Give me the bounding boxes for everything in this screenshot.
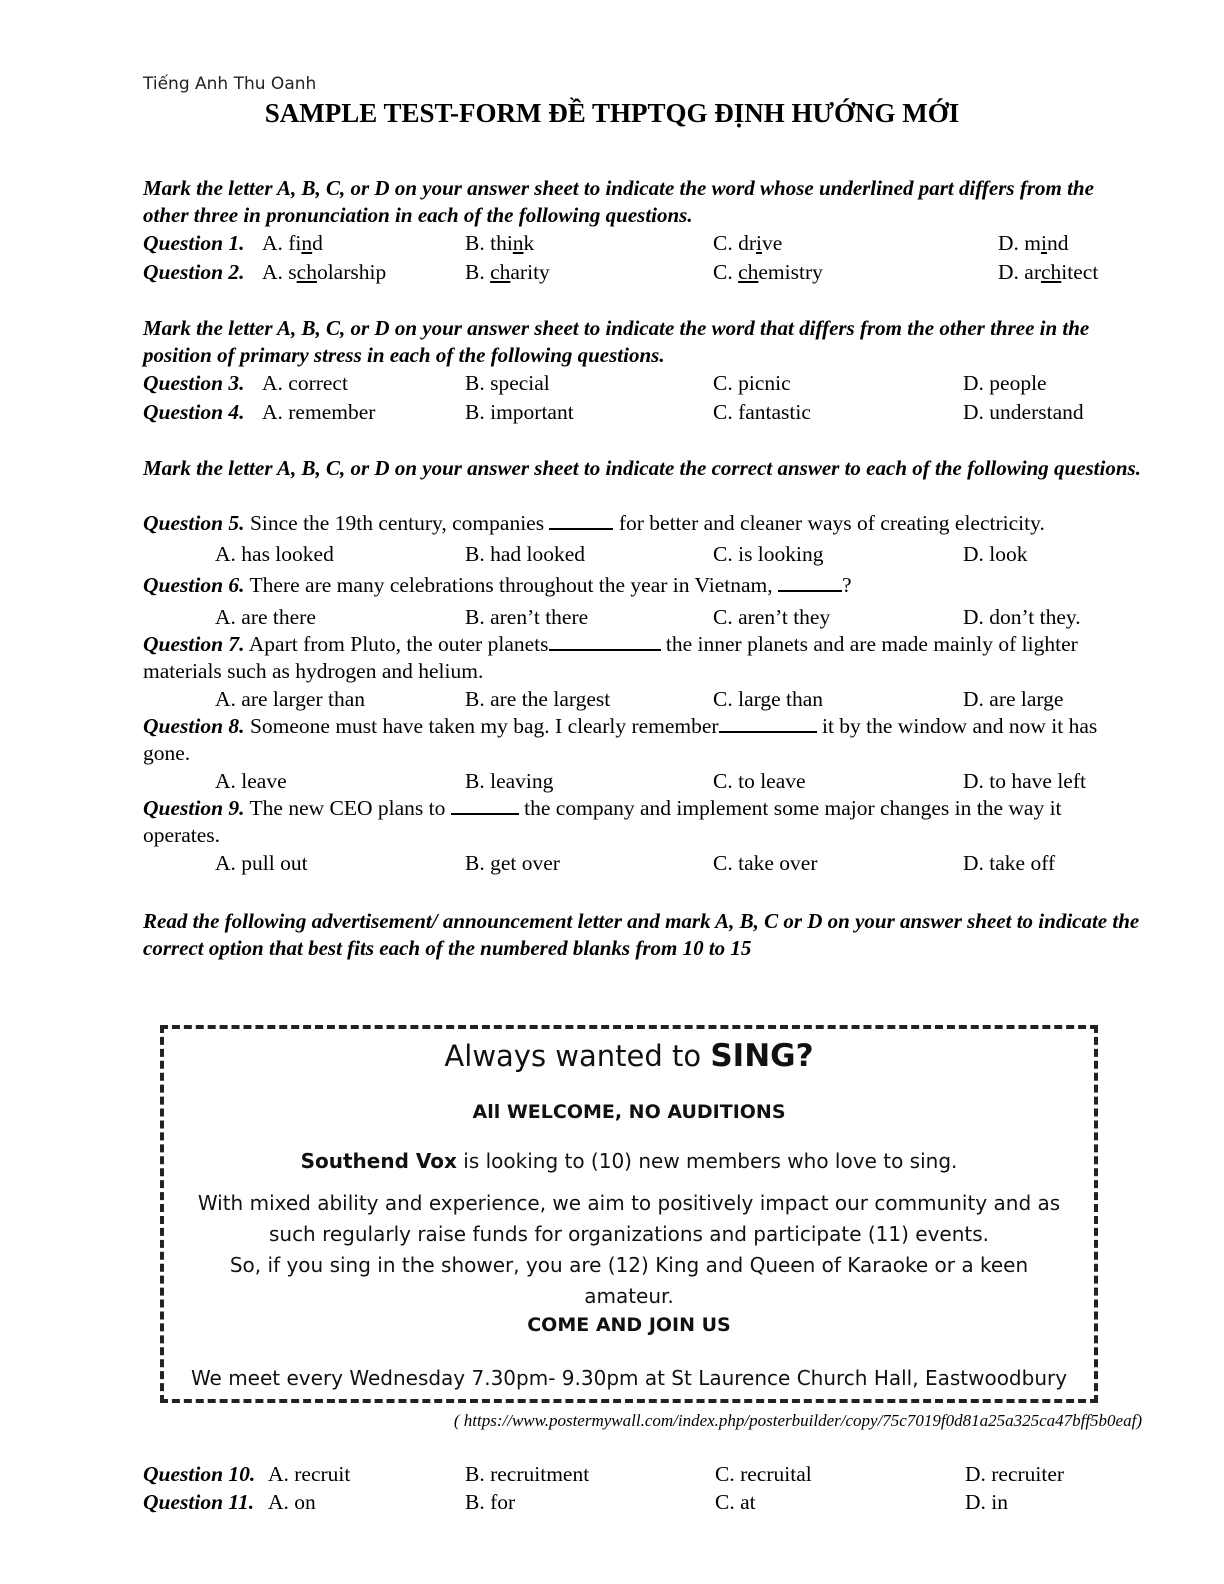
q7-option-c[interactable]: C. large than [713, 687, 824, 711]
q11-option-d[interactable]: D. in [965, 1490, 1008, 1514]
q9-option-a[interactable]: A. pull out [215, 851, 308, 875]
poster-cta: COME AND JOIN US [527, 1314, 731, 1336]
answer-blank [451, 795, 519, 815]
q7-option-a[interactable]: A. are larger than [215, 687, 366, 711]
question-1-label: Question 1. [143, 231, 245, 255]
q5-option-c[interactable]: C. is looking [713, 542, 824, 566]
q3-option-c[interactable]: C. picnic [713, 371, 791, 395]
q5-option-d[interactable]: D. look [963, 542, 1028, 566]
q3-option-d[interactable]: D. people [963, 371, 1047, 395]
section3-instruction: Mark the letter A, B, C, or D on your answer sheet to indicate the correct answer to each of the following questions. [143, 456, 1141, 480]
brand-label: Tiếng Anh Thu Oanh [143, 74, 317, 94]
answer-blank [778, 572, 842, 592]
q11-option-a[interactable]: A. on [268, 1490, 316, 1514]
q9-option-b[interactable]: B. get over [465, 851, 560, 875]
q10-option-d[interactable]: D. recruiter [965, 1462, 1065, 1486]
q2-option-b[interactable]: B. charity [465, 260, 550, 284]
q1-option-c[interactable]: C. drive [713, 231, 783, 255]
q2-option-a[interactable]: A. scholarship [262, 260, 387, 284]
poster-line-2b: such regularly raise funds for organizations and participate (11) events. [268, 1222, 990, 1246]
section4-instruction: Read the following advertisement/ announcement letter and mark A, B, C or D on your answer sheet to indicate the correct option that best fits each of the numbered blanks from 10 to 15 [143, 909, 1140, 960]
section1-instruction: Mark the letter A, B, C, or D on your answer sheet to indicate the word whose underlined part differs from the other three in pronunciation in each of the following questions. [143, 176, 1094, 227]
question-10-label: Question 10. [143, 1462, 256, 1486]
q9-option-c[interactable]: C. take over [713, 851, 818, 875]
answer-blank [719, 713, 817, 733]
q7-option-d[interactable]: D. are large [963, 687, 1064, 711]
q8-option-b[interactable]: B. leaving [465, 769, 554, 793]
answer-blank [549, 631, 661, 651]
q4-option-b[interactable]: B. important [465, 400, 574, 424]
question-4-label: Question 4. [143, 400, 245, 424]
q10-option-c[interactable]: C. recruital [715, 1462, 812, 1486]
q4-option-c[interactable]: C. fantastic [713, 400, 811, 424]
question-7-stem: Question 7. Apart from Pluto, the outer planets the inner planets and are made mainly of lighter materials such as hydrogen and helium. [143, 632, 1078, 683]
q2-option-c[interactable]: C. chemistry [713, 260, 823, 284]
poster-line-1: Southend Vox is looking to (10) new members who love to sing. [300, 1149, 958, 1173]
section2-instruction: Mark the letter A, B, C, or D on your answer sheet to indicate the word that differs from the other three in the position of primary stress in each of the following questions. [143, 316, 1090, 367]
question-8-stem: Question 8. Someone must have taken my bag. I clearly remember it by the window and now it has gone. [143, 714, 1098, 765]
poster-line-3b: amateur. [584, 1284, 674, 1308]
question-3-label: Question 3. [143, 371, 245, 395]
q6-option-c[interactable]: C. aren’t they [713, 605, 831, 629]
q8-option-d[interactable]: D. to have left [963, 769, 1086, 793]
q4-option-d[interactable]: D. understand [963, 400, 1084, 424]
q5-option-b[interactable]: B. had looked [465, 542, 586, 566]
question-2-label: Question 2. [143, 260, 245, 284]
q2-option-d[interactable]: D. architect [998, 260, 1099, 284]
q11-option-b[interactable]: B. for [465, 1490, 516, 1514]
answer-blank [549, 510, 613, 530]
q7-option-b[interactable]: B. are the largest [465, 687, 611, 711]
q5-option-a[interactable]: A. has looked [215, 542, 334, 566]
q1-option-d[interactable]: D. mind [998, 231, 1069, 255]
poster-meeting-info: We meet every Wednesday 7.30pm- 9.30pm at St Laurence Church Hall, Eastwoodbury [190, 1366, 1068, 1390]
q11-option-c[interactable]: C. at [715, 1490, 756, 1514]
question-5-stem: Question 5. Since the 19th century, companies for better and cleaner ways of creating electricity. [143, 511, 1045, 535]
q10-option-a[interactable]: A. recruit [268, 1462, 351, 1486]
q3-option-a[interactable]: A. correct [262, 371, 348, 395]
question-11-label: Question 11. [143, 1490, 255, 1514]
poster-line-2a: With mixed ability and experience, we aim to positively impact our community and as [197, 1191, 1061, 1215]
q1-option-a[interactable]: A. find [262, 231, 323, 255]
poster-line-3a: So, if you sing in the shower, you are (12) King and Queen of Karaoke or a keen [229, 1253, 1029, 1277]
q8-option-a[interactable]: A. leave [215, 769, 287, 793]
question-6-stem: Question 6. There are many celebrations throughout the year in Vietnam, ? [143, 573, 852, 597]
q6-option-d[interactable]: D. don’t they. [963, 605, 1081, 629]
question-9-stem: Question 9. The new CEO plans to the company and implement some major changes in the way it operates. [143, 796, 1062, 847]
q10-option-b[interactable]: B. recruitment [465, 1462, 590, 1486]
poster-subheading: All WELCOME, NO AUDITIONS [472, 1101, 786, 1123]
q8-option-c[interactable]: C. to leave [713, 769, 806, 793]
q9-option-d[interactable]: D. take off [963, 851, 1056, 875]
q6-option-b[interactable]: B. aren’t there [465, 605, 589, 629]
q3-option-b[interactable]: B. special [465, 371, 550, 395]
q6-option-a[interactable]: A. are there [215, 605, 316, 629]
q1-option-b[interactable]: B. think [465, 231, 535, 255]
page-title: SAMPLE TEST-FORM ĐỀ THPTQG ĐỊNH HƯỚNG MỚI [264, 98, 960, 128]
source-link[interactable]: ( https://www.postermywall.com/index.php/posterbuilder/copy/75c7019f0d81a25a325ca47bff5b0eaf) [453, 1411, 1142, 1430]
q4-option-a[interactable]: A. remember [262, 400, 376, 424]
poster-headline: Always wanted to SING? [444, 1038, 814, 1074]
